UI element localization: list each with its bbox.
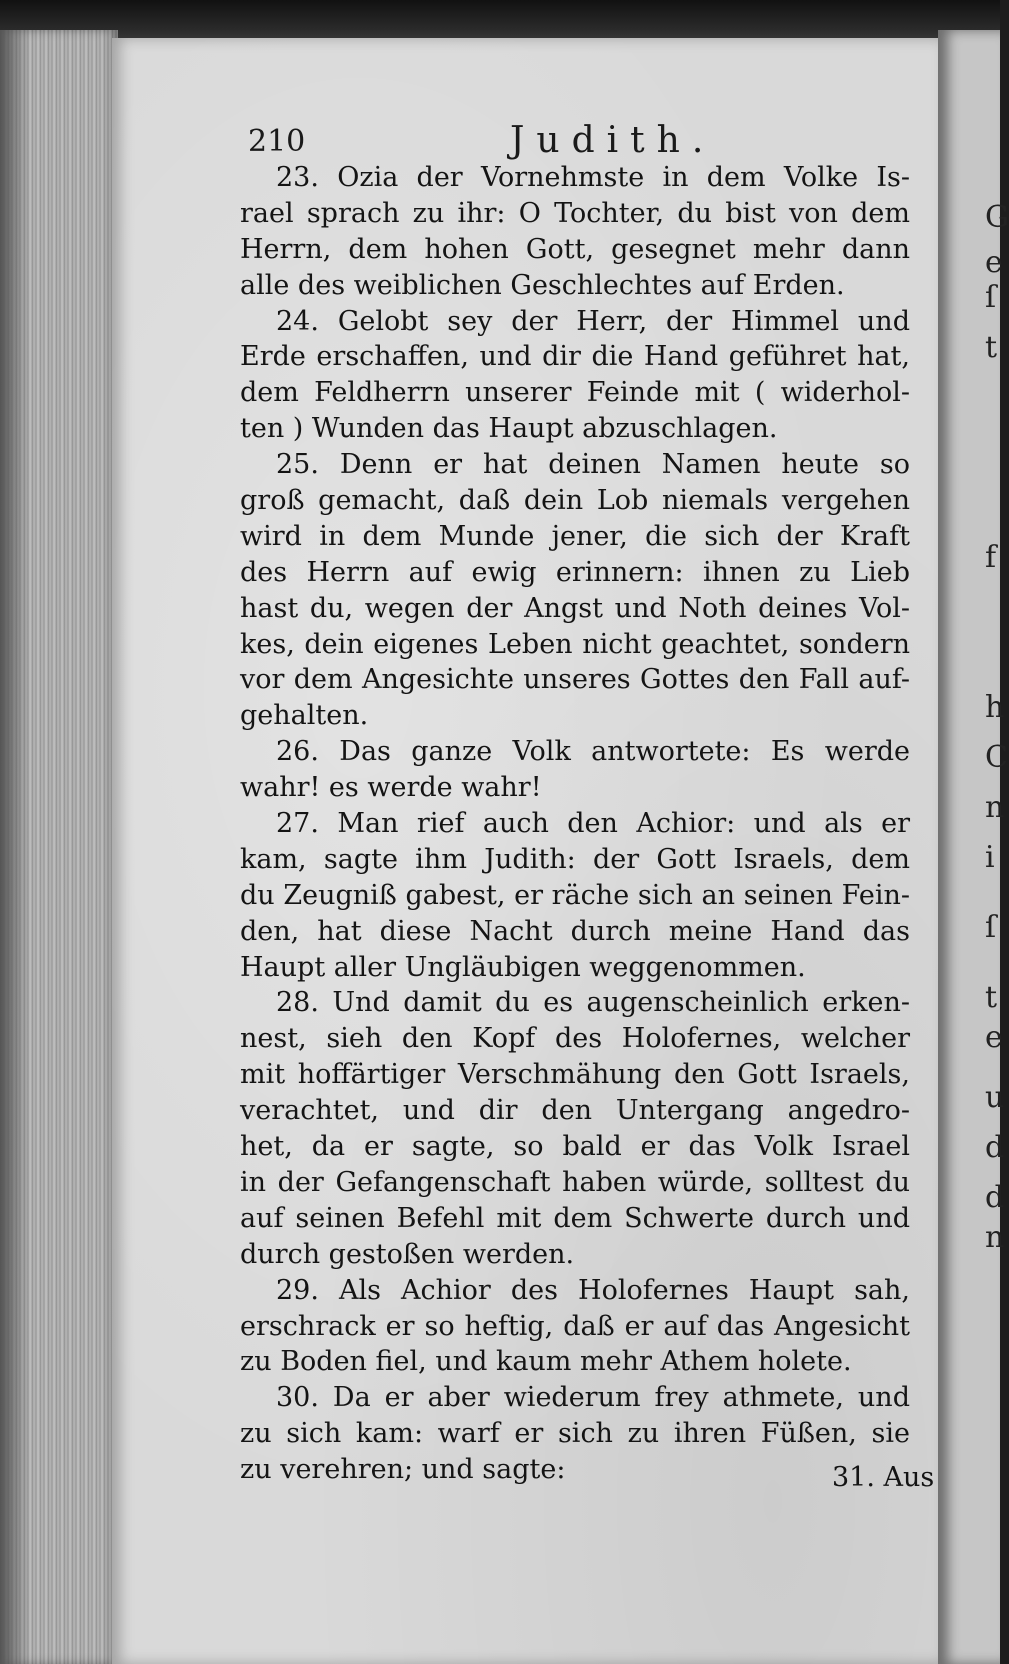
text-line [240,268,910,304]
text-line [240,1021,910,1057]
facing-page-letter: ſ [985,910,997,945]
facing-page-letter: t [985,330,998,365]
text-line [240,1380,910,1416]
line-text: den, hat diese Nacht durch meine Hand das [240,915,910,947]
line-text: kam, sagte ihm Judith: der Gott Israels, dem [240,843,910,875]
line-text: wird in dem Munde jener, die sich der Kraft [240,520,910,552]
facing-page-letter: t [985,980,998,1015]
line-text: auf seinen Befehl mit dem Schwerte durch und [240,1202,910,1234]
text-line [240,914,910,950]
text-line [240,1093,910,1129]
verse [240,734,910,806]
verse-number: 26. [276,736,319,768]
text-line [240,842,910,878]
text-line [240,232,910,268]
text-line [240,734,910,770]
facing-page-letter: h [985,690,1005,725]
facing-page-letter: G [985,200,1009,235]
verse [240,160,910,304]
line-text: zu verehren; und sagte: [240,1454,566,1486]
page-stack-shadow [0,30,30,1664]
facing-page-letter: u [985,1080,1005,1115]
verse-number: 29. [276,1274,319,1306]
line-text: Erde erschaffen, und dir die Hand geführet hat, [240,341,910,373]
line-text: wahr! es werde wahr! [240,772,542,804]
line-text: zu sich kam: warf er sich zu ihren Füßen, sie [240,1418,910,1450]
line-text: Das ganze Volk antwortete: Es werde [339,736,910,768]
text-line [240,1309,910,1345]
text-line [240,519,910,555]
running-title: Judith. [510,120,716,161]
verse-number: 28. [276,987,319,1019]
verse [240,304,910,448]
facing-page-letter: ſ [985,280,997,315]
text-line [240,950,910,986]
line-text: alle des weiblichen Geschlechtes auf Erden. [240,269,845,301]
verse [240,1273,910,1381]
facing-page-letter: i [985,840,995,875]
verse [240,1380,910,1488]
facing-page-letter: C [985,740,1008,775]
line-text: dem Feldherrn unserer Feinde mit ( widerhol- [240,377,910,409]
line-text: Denn er hat deinen Namen heute so [339,449,910,481]
text-line [240,591,910,627]
line-text: hast du, wegen der Angst und Noth deines Vol- [240,592,910,624]
book-top-edge [0,0,1000,42]
text-line [240,662,910,698]
facing-page-letter: e [985,245,1003,280]
line-text: Gelobt sey der Herr, der Himmel und [337,305,910,337]
line-text: in der Gefangenschaft haben würde, solltest du [240,1166,910,1198]
text-line [240,483,910,519]
line-text: Und damit du es augenscheinlich erken- [332,987,910,1019]
verse [240,447,910,734]
text-line [240,160,910,196]
line-text: Herrn, dem hohen Gott, gesegnet mehr dann [240,233,910,265]
line-text: rael sprach zu ihr: O Tochter, du bist von dem [240,197,910,229]
text-line [240,411,910,447]
catchword: 31. Aus [832,1462,935,1493]
text-line [240,1057,910,1093]
verse [240,985,910,1272]
facing-page-letter: d [985,1130,1005,1165]
text-line [240,627,910,663]
facing-page-letter: f [985,540,997,575]
text-line [240,878,910,914]
text-line [240,447,910,483]
facing-page-letter: e [985,1020,1003,1055]
text-line [240,196,910,232]
line-text: Man rief auch den Achior: und als er [337,808,910,840]
line-text: Als Achior des Holofernes Haupt sah, [339,1274,910,1306]
line-text: groß gemacht, daß dein Lob niemals vergehen [240,485,910,517]
text-line [240,1452,910,1488]
text-line [240,375,910,411]
page-header [248,120,848,164]
text-line [240,1273,910,1309]
facing-page-letter: d [985,1180,1005,1215]
text-line [240,1201,910,1237]
line-text: erschrack er so heftig, daß er auf das Angesicht [240,1310,910,1342]
text-line [240,1416,910,1452]
line-text: gehalten. [240,700,369,732]
line-text: ten ) Wunden das Haupt abzuschlagen. [240,413,778,445]
facing-page-letter: n [985,790,1005,825]
line-text: durch gestoßen werden. [240,1238,575,1270]
text-line [240,806,910,842]
facing-page-letter: n [985,1220,1005,1255]
verse-number: 25. [276,449,319,481]
page-number: 210 [248,124,306,159]
text-line [240,698,910,734]
line-text: Ozia der Vornehmste in dem Volke Is- [337,162,910,193]
verse-number: 27. [276,808,319,840]
text-line [240,339,910,375]
verse-number: 24. [276,305,319,337]
line-text: Haupt aller Ungläubigen weggenommen. [240,951,806,983]
line-text: kes, dein eigenes Leben nicht geachtet, sondern [240,628,910,660]
line-text: het, da er sagte, so bald er das Volk Israel [240,1131,910,1163]
line-text: vor dem Angesichte unseres Gottes den Fall auf- [240,664,910,696]
line-text: mit hoffärtiger Verschmähung den Gott Israels, [240,1059,910,1091]
text-line [240,1237,910,1273]
text-line [240,1165,910,1201]
verse-number: 23. [276,162,319,193]
verse-number: 30. [276,1382,319,1414]
line-text: des Herrn auf ewig erinnern: ihnen zu Lieb [240,556,910,588]
text-line [240,770,910,806]
line-text: zu Boden fiel, und kaum mehr Athem holete. [240,1346,852,1378]
verse [240,806,910,985]
text-line [240,1129,910,1165]
line-text: nest, sieh den Kopf des Holofernes, welcher [240,1023,910,1055]
line-text: verachtet, und dir den Untergang angedro- [240,1095,910,1127]
text-line [240,555,910,591]
body-text [240,160,910,1488]
text-line [240,1344,910,1380]
line-text: Da er aber wiederum frey athmete, und [332,1382,910,1414]
text-line [240,985,910,1021]
text-line [240,304,910,340]
line-text: du Zeugniß gabest, er räche sich an seinen Fein- [240,879,910,911]
